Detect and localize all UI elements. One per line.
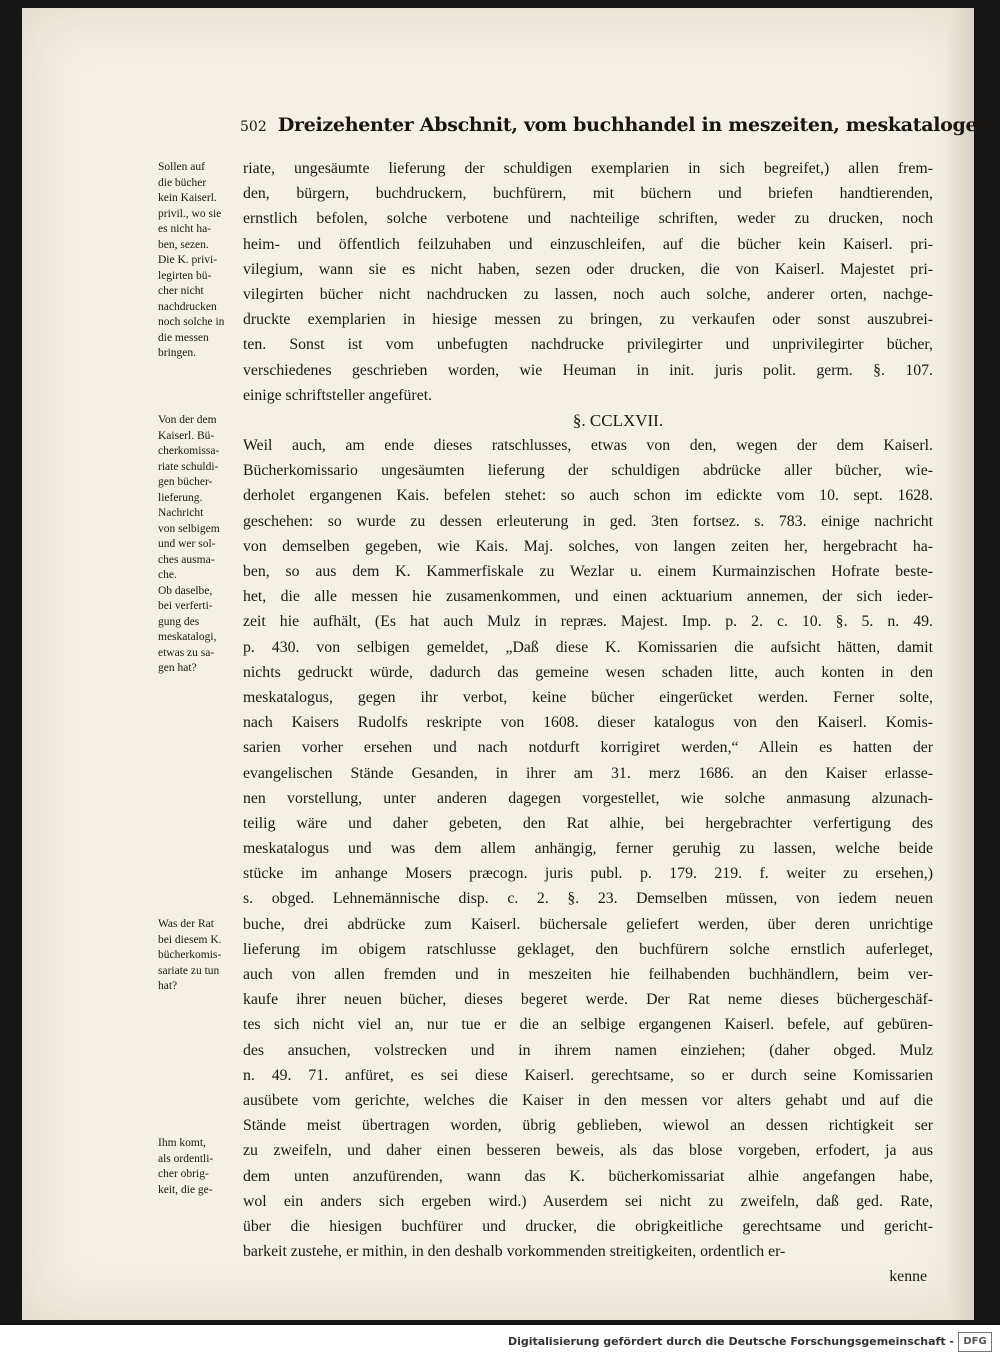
margin-note-line: Ihm komt, (158, 1137, 206, 1149)
margin-note-line: privil., wo sie (158, 207, 222, 220)
text-line: den, bürgern, buchdruckern, buchfürern, mit büchern und briefen handtierenden, (243, 185, 933, 203)
dfg-logo: DFG (958, 1332, 992, 1352)
text-line: heim- und öffentlich feilzuhaben und einzuschleifen, auf die bücher kein Kaiserl. pri- (243, 235, 933, 253)
text-line: meskatalogus, gegen ihr verbot, keine bücher eingerücket werden. Ferner solte, (243, 688, 933, 706)
text-line: buche, drei abdrücke zum Kaiserl. büchersale geliefert werden, über deren unrichtige (243, 915, 933, 933)
text-line: barkeit zustehe, er mithin, in den deshalb vorkommenden streitigkeiten, ordentlich er- (243, 1243, 786, 1261)
margin-note-line: gung des (158, 615, 200, 628)
text-line: geschehen: so wurde zu dessen erleuterung in ged. 3ten fortsez. s. 783. einige nachricht (243, 512, 933, 530)
margin-note-line: als ordentli- (158, 1152, 214, 1165)
text-line: dem unten anzufürenden, wann das K. bücherkomissariat alhie angefangen habe, (243, 1167, 933, 1185)
main-text (243, 156, 933, 1289)
text-line: druckte exemplarien in hiesige messen zu bringen, zu verkaufen oder sonst auszubrei- (243, 311, 933, 329)
text-line: teilig wäre und daher gebeten, den Rat alhie, bei hergebrachter verfertigung des (243, 814, 933, 832)
margin-note-line: ches ausma- (158, 553, 215, 566)
text-line: Stände meist übertragen worden, übrig geblieben, wiewol an dessen richtigkeit ser (243, 1117, 933, 1135)
margin-note-line: die bücher (158, 176, 207, 189)
text-line: riate, ungesäumte lieferung der schuldigen exemplarien in sich begreifet,) allen frem- (243, 160, 933, 177)
text-line: Bücherkomissario ungesäumten lieferung der schuldigen abdrücke aller bücher, wie- (243, 462, 933, 480)
text-line: verschiedenes geschrieben worden, wie Heuman in init. juris polit. germ. §. 107. (243, 361, 933, 379)
margin-note-line: bei diesem K. (158, 933, 222, 946)
text-line: zeit hie aufhält, (Es hat auch Mulz in repræs. Majest. Imp. p. 2. c. 10. §. 5. n. 49. (243, 613, 933, 631)
margin-note-line: Kaiserl. Bü- (158, 429, 215, 442)
margin-note-line: Nachricht (158, 507, 204, 519)
text-line: sarien vorher ersehen und nach notdurft korrigiret werden,“ Allein es hatten der (243, 739, 933, 757)
margin-note-line: meskatalogi, (158, 631, 217, 643)
paragraph-2 (243, 433, 933, 1264)
text-line: meskatalogus und was dem allem anhängig, ferner geruhig zu lassen, welche beide (243, 840, 933, 858)
page-number: 502 (240, 119, 267, 135)
text-line: evangelischen Stände Gesanden, in ihrer am 31. merz 1686. an den Kaiser erlasse- (243, 764, 933, 782)
text-line: zu zweifeln, und daher einen besseren beweis, als das blose vorgeben, erfodert, ja aus (243, 1142, 933, 1160)
text-line: s. obged. Lehnemännische disp. c. 2. §. 23. Demselben müssen, von iedem neuen (243, 890, 933, 908)
text-line: stücke im anhange Mosers præcogn. juris publ. p. 179. 219. f. weiter zu ersehen,) (243, 865, 933, 883)
margin-note-line: Die K. privi- (158, 254, 218, 266)
text-line: einige schriftsteller angefüret. (243, 386, 433, 404)
margin-note-line: die messen (158, 331, 209, 344)
footer-bar (0, 1328, 1000, 1355)
margin-note-line: es nicht ha- (158, 223, 212, 235)
margin-note-line: sariate zu tun (158, 964, 220, 977)
text-line: von demselben gegeben, wie Kais. Maj. solches, von langen zeiten her, hergebracht ha- (243, 537, 933, 555)
margin-note-line: von selbigem (158, 522, 220, 535)
page-edge (948, 8, 974, 1320)
margin-note-line: hat? (158, 980, 178, 992)
margin-note-line: ben, sezen. (158, 238, 209, 251)
margin-note-line: Sollen auf (158, 161, 205, 173)
running-header (240, 114, 998, 144)
margin-note-line: Ob daselbe, (158, 584, 213, 597)
text-line: nichts gedruckt würde, dadurch das gemeine wesen schaden litte, auch konten in den (243, 663, 933, 681)
text-line: derholet ergangenen Kais. befelen stehet: so auch schon im edickte vom 10. sept. 1628. (243, 487, 933, 505)
margin-note-line: keit, die ge- (158, 1183, 213, 1196)
text-line: ten. Sonst ist vom unbefugten nachdrucke privilegirter und unprivilegirter bücher, (243, 336, 933, 354)
text-line: tes sich nicht viel an, nur tue er die an selbige ergangenen Kaiserl. befele, auf gebüren- (243, 1016, 933, 1034)
margin-note-line: kein Kaiserl. (158, 192, 217, 204)
section-title: §. CCLXVII. (572, 410, 664, 430)
margin-note-line: legirten bü- (158, 269, 212, 282)
margin-note-line: che. (158, 569, 177, 581)
margin-note-line: cherkomissa- (158, 445, 220, 457)
margin-note-line: bücherkomis- (158, 949, 222, 961)
text-line: p. 430. von selbigen gemeldet, „Daß diese K. Komissarien die aufsicht hätten, damit (243, 638, 933, 656)
text-line: het, die alle messen hie zusamenkommen, und einen acktuarium annemen, der sich ieder- (243, 588, 933, 606)
margin-note-line: lieferung. (158, 491, 203, 504)
margin-note-line: gen hat? (158, 662, 197, 674)
running-title: Dreizehenter Abschnit, vom buchhandel in meszeiten, meskatalogen, (277, 114, 998, 136)
margin-note-line: noch solche in (158, 316, 225, 328)
text-line: ben, so aus dem K. Kammerfiskale zu Wezlar u. einem Kurmainzischen Hofrate beste- (243, 563, 933, 580)
margin-note-line: nachdrucken (158, 300, 217, 313)
text-line: ausübete vom gerichte, welches die Kaiser in den messen vor alters gehabt und auf die (243, 1091, 933, 1109)
text-line: n. 49. 71. anfüret, es sei diese Kaiserl. gerechtsame, so er durch seine Komissarien (243, 1066, 933, 1084)
margin-note-line: cher nicht (158, 285, 204, 297)
margin-note-line: gen bücher- (158, 476, 213, 488)
margin-note-4 (158, 1136, 242, 1198)
margin-note-line: etwas zu sa- (158, 646, 215, 659)
text-line: ernstlich befolen, solche verbotene und nachteilige schriften, weder zu drucken, noch (243, 210, 933, 228)
margin-note-line: Von der dem (158, 414, 217, 426)
paragraph-1 (243, 156, 933, 408)
text-line: lieferung im obigem ratschlusse geklaget, den buchfürern solche ernstlich auferleget, (243, 940, 933, 958)
text-line: vilegium, wann sie es nicht haben, sezen oder drucken, die von Kaiserl. Majestet pri- (243, 260, 933, 278)
margin-note-line: Was der Rat (158, 918, 214, 930)
text-line: nach Kaisers Rudolfs reskripte von 1608. dieser katalogus von den Kaiserl. Komis- (243, 714, 933, 732)
margin-note-1 (158, 160, 242, 362)
text-line: vilegirten bücher nicht nachdrucken zu lassen, noch auch solche, anderer orten, nachge- (243, 285, 933, 303)
margin-note-line: bringen. (158, 347, 197, 359)
margin-note-2 (158, 413, 242, 677)
funding-note: Digitalisierung gefördert durch die Deutsche Forschungsgemeinschaft - (507, 1335, 954, 1348)
margin-note-line: bei verferti- (158, 600, 213, 612)
margin-note-line: riate schuldi- (158, 460, 219, 473)
text-line: Weil auch, am ende dieses ratschlusses, etwas von den, wegen der dem Kaiserl. (243, 437, 933, 455)
text-line: des ansuchen, volstrecken und in ihrem namen einziehen; (daher obged. Mulz (243, 1041, 933, 1059)
catchword: kenne (889, 1268, 927, 1286)
text-line: über die hiesigen buchfürer und drucker, die obrigkeitliche gerechtsame und gericht- (243, 1217, 933, 1235)
text-line: wol ein anders sich ergeben wird.) Auserdem sei nicht zu zweifeln, daß ged. Rate, (243, 1192, 933, 1210)
margin-note-line: und wer sol- (158, 538, 216, 550)
text-line: nen vorstellung, unter anderen dagegen vorgestellet, wie solche anmasung alzunach- (243, 789, 933, 807)
margin-note-line: cher obrig- (158, 1168, 209, 1180)
margin-note-3 (158, 917, 242, 995)
text-line: kaufe ihrer neuen bücher, dieses begeret werde. Der Rat neme dieses büchergeschäf- (243, 991, 933, 1009)
text-line: auch von allen fremden und in meszeiten hie feilhabenden buchhändlern, beim ver- (243, 966, 933, 983)
